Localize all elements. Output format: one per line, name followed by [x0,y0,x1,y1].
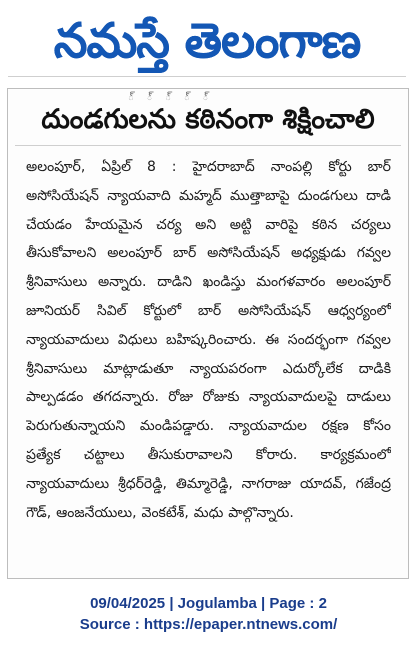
clipped-text-fragment: ్ ్ ్ ్ ్ [128,92,219,103]
edition-info: 09/04/2025 | Jogulamba | Page : 2 [90,595,327,612]
masthead-title: నమస్తే తెలంగాణ [53,13,361,69]
newspaper-masthead [8,6,406,77]
source-link: Source : https://epaper.ntnews.com/ [79,616,338,633]
headline-divider [15,145,401,146]
news-clipping [7,88,409,579]
source-footer [0,594,417,635]
article-headline: దుండగులను కఠినంగా శిక్షించాలి [41,104,375,135]
article-body: అలంపూర్, ఏప్రిల్ 8 : హైదరాబాద్ నాంపల్లి కోర్టు బార్ అసోసియేషన్ న్యాయవాది మహ్మద్ ముత్తాబాపై దుండగులు దాడి చేయడం హేయమైన చర్య అని అట్టి వారిపై కఠిన చర్యలు తీసుకోవాలని అలంపూర్ బార్ అసోసియేషన్ అధ్యక్షుడు గవ్వల శ్రీనివాసులు అన్నారు. దాడిని ఖండిస్తు మంగళవారం అలంపూర్ జూనియర్ సివిల్ కోర్టులో బార్ అసోసియేషన్ ఆధ్వర్యంలో న్యాయవాదులు విధులు బహిష్కరించారు. ఈ సందర్భంగా గవ్వల శ్రీనివాసులు మాట్లాడుతూ న్యాయపరంగా ఎదుర్కోలేక దాడికి పాల్పడడం తగదన్నారు. రోజు రోజుకు న్యాయవాదులపై దాడులు పెరుగుతున్నాయని మండిపడ్డారు. న్యాయవాదుల రక్షణ కోసం ప్రత్యేక చట్టాలు తీసుకురావాలని కోరారు. కార్యక్రమంలో న్యాయవాదులు శ్రీధర్‌రెడ్డి, తిమ్మారెడ్డి, నాగరాజు యాదవ్, గజేంద్ర గౌడ్, ఆంజనేయులు, వెంకటేశ్, మధు పాల్గొన్నారు. [26,159,391,521]
